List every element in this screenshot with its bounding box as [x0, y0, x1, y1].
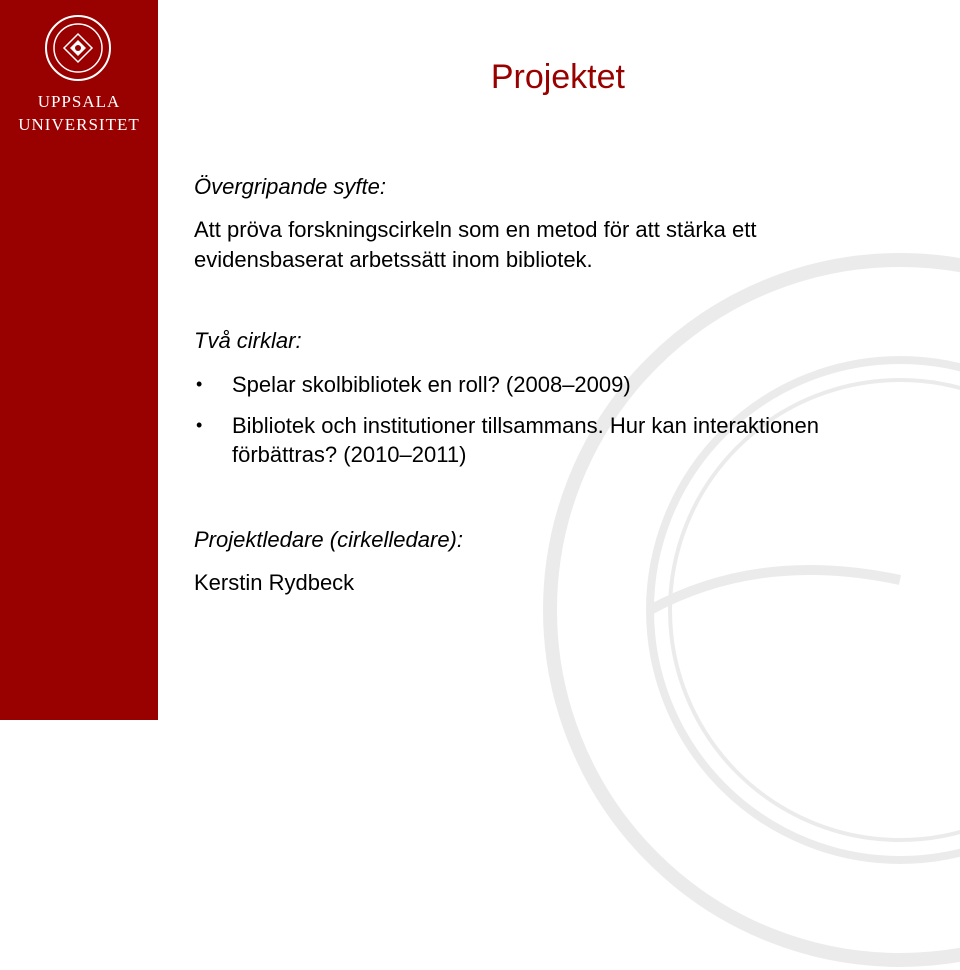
list-item — [194, 411, 834, 469]
list-item-text: Spelar skolbibliotek en roll? (2008–2009) — [232, 372, 631, 397]
bullet-icon: • — [196, 415, 203, 435]
university-seal-icon — [44, 14, 112, 82]
leader-heading: Projektledare (cirkelledare): — [194, 527, 463, 552]
purpose-line-2: evidensbaserat arbetssätt inom bibliotek. — [194, 247, 593, 272]
slide-title: Projektet — [490, 58, 625, 96]
purpose-heading: Övergripande syfte: — [194, 174, 386, 199]
circles-list — [194, 370, 834, 481]
logo-text-uppsala: UPPSALA — [37, 92, 121, 111]
list-item — [194, 370, 834, 399]
purpose-line-1: Att pröva forskningscirkeln som en metod för att stärka ett — [194, 217, 757, 242]
logo-text-universitet: UNIVERSITET — [18, 115, 140, 134]
sidebar — [0, 0, 158, 720]
list-item-text: Bibliotek och institutioner tillsammans. Hur kan interaktionen förbättras? (2010–2011) — [232, 413, 819, 467]
seal-watermark-icon — [540, 250, 960, 970]
leader-name: Kerstin Rydbeck — [194, 570, 355, 595]
circles-heading: Två cirklar: — [194, 328, 302, 353]
bullet-icon: • — [196, 374, 203, 394]
